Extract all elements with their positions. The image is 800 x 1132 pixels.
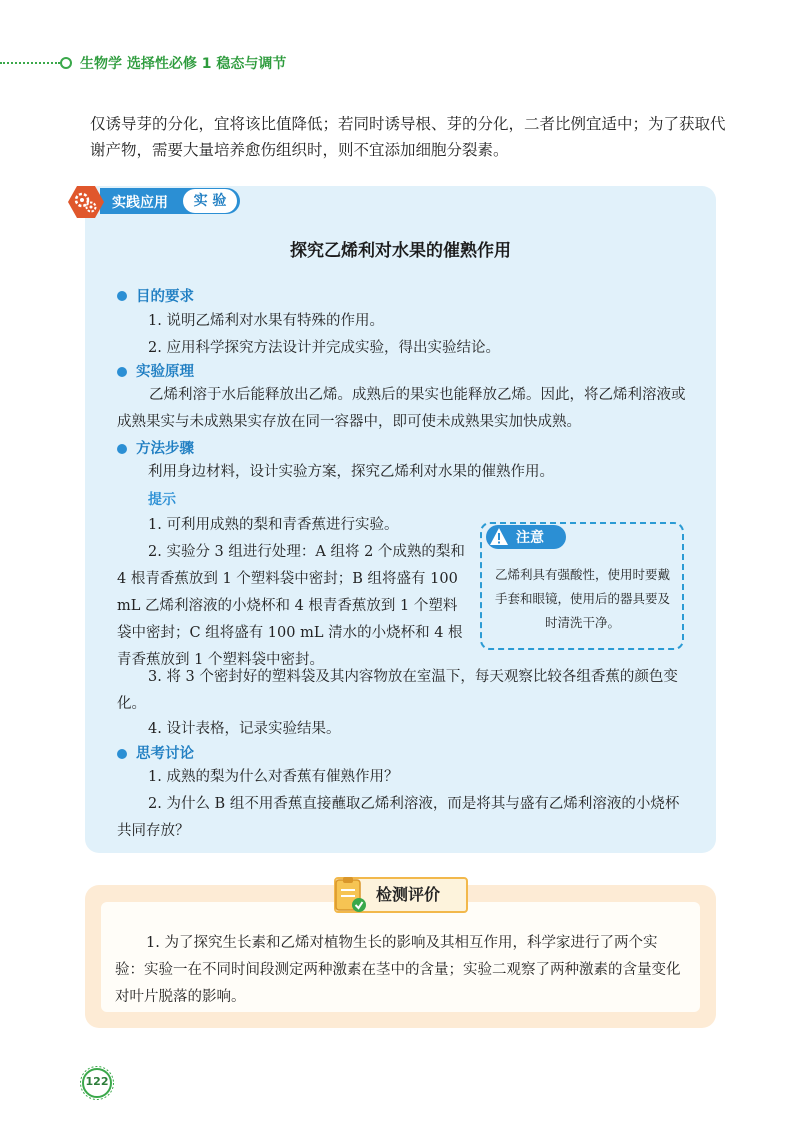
experiment-title: 探究乙烯利对水果的催熟作用 — [290, 241, 511, 261]
gears-icon — [68, 186, 104, 218]
clipboard-check-icon — [332, 874, 370, 914]
discussion-question-1: 1. 成熟的梨为什么对香蕉有催熟作用？ — [148, 769, 399, 785]
header-dotted-line — [0, 62, 60, 64]
header-ring-icon — [60, 57, 72, 69]
caution-label: 注意 — [516, 530, 544, 546]
practice-tab-label: 实践应用 — [112, 195, 168, 211]
assessment-question-1: 1. 为了探究生长素和乙烯对植物生长的影响及其相互作用，科学家进行了两个实验：实验一在不同时间段测定两种激素在茎中的含量；实验二观察了两种激素的含量变化对叶片脱落的影响。 — [115, 935, 681, 1005]
assessment-label: 检测评价 — [376, 885, 441, 904]
section-bullet-icon — [117, 749, 127, 759]
section-bullet-icon — [117, 367, 127, 377]
discussion-question-2: 2. 为什么 B 组不用香蕉直接蘸取乙烯利溶液，而是将其与盛有乙烯利溶液的小烧杯共同存放？ — [117, 796, 680, 839]
page-number: 122 — [85, 1075, 109, 1088]
running-header: 生物学 选择性必修 1 稳态与调节 — [80, 56, 287, 72]
method-step-1: 1. 可利用成熟的梨和青香蕉进行实验。 — [148, 517, 399, 533]
method-step-4: 4. 设计表格，记录实验结果。 — [148, 721, 341, 737]
experiment-badge: 实 验 — [183, 189, 237, 213]
principle-heading: 实验原理 — [136, 364, 194, 380]
warning-icon — [489, 527, 509, 547]
method-heading: 方法步骤 — [136, 441, 194, 457]
section-bullet-icon — [117, 444, 127, 454]
goal-heading: 目的要求 — [136, 289, 194, 305]
method-intro: 利用身边材料，设计实验方案，探究乙烯利对水果的催熟作用。 — [148, 464, 554, 480]
goal-item-1: 1. 说明乙烯利对水果有特殊的作用。 — [148, 313, 384, 329]
goal-item-2: 2. 应用科学探究方法设计并完成实验，得出实验结论。 — [148, 340, 500, 356]
intro-paragraph: 仅诱导芽的分化，宜将该比值降低；若同时诱导根、芽的分化，二者比例宜适中；为了获取代谢产物，需要大量培养愈伤组织时，则不宜添加细胞分裂素。 — [90, 115, 726, 159]
hint-label: 提示 — [148, 492, 176, 508]
method-step-3: 3. 将 3 个密封好的塑料袋及其内容物放在室温下，每天观察比较各组香蕉的颜色变化。 — [117, 669, 678, 712]
caution-text: 乙烯利具有强酸性，使用时要戴手套和眼镜，使用后的器具要及时清洗干净。 — [495, 567, 671, 630]
discussion-heading: 思考讨论 — [136, 746, 194, 762]
principle-text: 乙烯利溶于水后能释放出乙烯。成熟后的果实也能释放乙烯。因此，将乙烯利溶液或成熟果实与未成熟果实存放在同一容器中，即可使未成熟果实加快成熟。 — [117, 387, 686, 430]
section-bullet-icon — [117, 291, 127, 301]
method-step-2: 2. 实验分 3 组进行处理：A 组将 2 个成熟的梨和 4 根青香蕉放到 1 个塑料袋中密封；B 组将盛有 100 mL 乙烯利溶液的小烧杯和 4 根青香蕉放到 1 个塑料袋中密封；C 组将盛有 100 mL 清水的小烧杯和 4 根青香蕉放到 1 个塑料袋中密封。 — [117, 544, 465, 668]
